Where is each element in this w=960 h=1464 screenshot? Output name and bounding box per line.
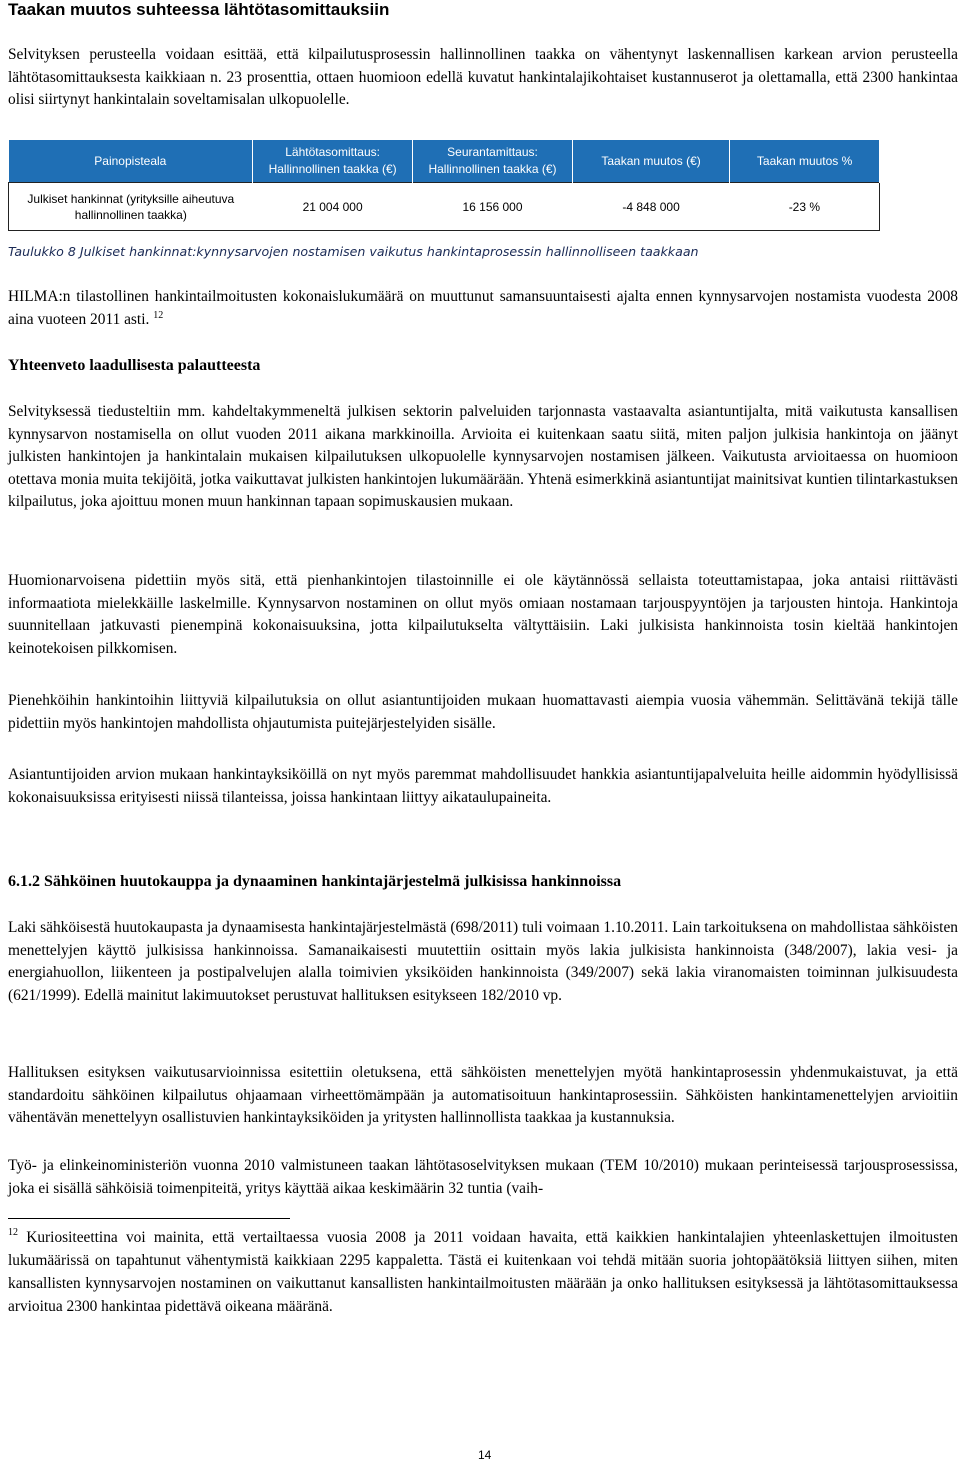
intro-paragraph: Selvityksen perusteella voidaan esittää, että kilpailutusprosessin hallinnollinen taakka on vähentynyt laskennallisen karkean arvion perusteella lähtötasomittauksesta kaikkiaan n. 23 prosenttia, ottaen huomioon edellä kuvatut hankintalajikohtaiset kustannuserot ja olettamalla, että 2300 hankintaa olisi siirtynyt hankintalain soveltamisalan ulkopuolelle.: [8, 46, 958, 109]
change-percent: -23 %: [730, 183, 880, 231]
followup-value: 16 156 000: [413, 183, 573, 231]
summary-heading: Yhteenveto laadullisesta palautteesta: [8, 357, 261, 374]
hilma-paragraph: [8, 286, 958, 331]
subsection-paragraph: Työ- ja elinkeinoministeriön vuonna 2010 valmistuneen taakan lähtötasoselvityksen mukaan (TEM 10/2010) mukaan perinteisessä tarjousprosessissa, joka ei sisällä sähköisiä toimenpiteitä, yritys käyttää aikaa keskimäärin 32 tuntia (vaih-: [8, 1157, 958, 1197]
change-value: -4 848 000: [572, 183, 729, 231]
table-header-cell: Taakan muutos (€): [572, 140, 729, 183]
table-caption: Taulukko 8 Julkiset hankinnat:kynnysarvojen nostamisen vaikutus hankintaprosessin hallinnolliseen taakkaan: [8, 244, 699, 259]
section-title: Taakan muutos suhteessa lähtötasomittauksiin: [8, 0, 390, 19]
summary-paragraph: Asiantuntijoiden arvion mukaan hankintayksiköillä on nyt myös paremmat mahdollisuudet hankkia asiantuntijapalveluita heille aidommin hyödyllisissä kokonaisuuksissa erityisesti niissä tilanteissa, joissa hankintaan liittyy aikataulupaineita.: [8, 766, 958, 806]
summary-paragraph: Pienehköihin hankintoihin liittyviä kilpailutuksia on ollut asiantuntijoiden mukaan huomattavasti aiempia vuosia vähemmän. Selittävänä tekijä tälle pidettiin myös hankintojen mahdollista ohjautumista puitejärjestelyiden sisälle.: [8, 692, 958, 732]
table-header-cell: Painopisteala: [9, 140, 253, 183]
footnote-number: 12: [8, 1227, 18, 1238]
table-header-cell: Seurantamittaus: Hallinnollinen taakka (€): [413, 140, 573, 183]
footnote: [8, 1226, 958, 1318]
subsection-paragraph: Laki sähköisestä huutokaupasta ja dynaamisesta hankintajärjestelmästä (698/2011) tuli voimaan 1.10.2011. Lain tarkoituksena on mahdollistaa sähköisten menettelyjen käyttö julkisissa hankinnoissa. Samanaikaisesti muutettiin osittain myös lakia julkisista hankinnoista (348/2007), lakia vesi- ja energiahuollon, liikenteen ja postipalvelujen alalla toimivien yksiköiden hankinnoista (349/2007) sekä lakia viranomaisten toiminnan julkisuudesta (621/1999). Edellä mainitut lakimuutokset perustuvat hallituksen esitykseen 182/2010 vp.: [8, 919, 958, 1004]
footnote-ref: 12: [153, 309, 164, 321]
subsection-paragraph: Hallituksen esityksen vaikutusarvioinnissa esitettiin oletuksena, että sähköisten menettelyjen myötä hankintaprosessin yhdenmukaistuvat, ja että standardoitu sähköinen kilpailutus ohjaamaan virheettömämpään ja automatisoituun hankintaprosessiin. Sähköisten hankintamenettelyjen arvioitiin vähentävän menettelyyn osallistuvien hankintayksiköiden ja yritysten hallinnollista taakkaa ja kustannuksia.: [8, 1064, 958, 1127]
table-row: [9, 183, 880, 231]
summary-paragraph: Selvityksessä tiedusteltiin mm. kahdeltakymmeneltä julkisen sektorin palveluiden tarjonnasta vastaavalta asiantuntijalta, mitä vaikutusta kansallisen kynnysarvon nostamisella on ollut vuoden 2011 aikana markkinoilla. Arvioita ei kuitenkaan saatu siitä, miten paljon julkisia hankintoja on jäänyt julkisten hankintojen ja hankintalain mukaisen kilpailutuksen ulkopuolelle kynnysarvojen nostamisen jälkeen. Vaikutusta arvioitaessa on huomioon otettava monia muita tekijöitä, jotka vaikuttavat julkisten hankintojen lukumäärään. Yhtenä esimerkkinä asiantuntijat mainitsivat kuntien tilintarkastuksen kilpailutus, joka ajoittuu monen muun hankinnan tapaan sopimuskausien mukaan.: [8, 403, 958, 511]
summary-paragraph: Huomionarvoisena pidettiin myös sitä, että pienhankintojen tilastoinnille ei ole käytännössä sellaista toteuttamistapaa, joka antaisi riittävästi informaatiota mielekkäille laskelmille. Kynnysarvon nostaminen on ollut myös omiaan nostamaan tarjouspyyntöjen ja tarjousten hintoja. Hankintoja suunnitellaan jatkuvasti pienempinä kokonaisuuksina, jotta kilpailutukselta vältyttäisiin. Laki julkisista hankinnoista tosin kieltää hankintojen keinotekoisen pilkkomisen.: [8, 572, 958, 657]
burden-table: [8, 140, 880, 231]
subsection-heading: 6.1.2 Sähköinen huutokauppa ja dynaaminen hankintajärjestelmä julkisissa hankinnoissa: [8, 873, 622, 890]
page-number: 14: [478, 1448, 492, 1462]
baseline-value: 21 004 000: [253, 183, 413, 231]
footnote-divider: [8, 1218, 290, 1219]
table-header-cell: Taakan muutos %: [730, 140, 880, 183]
footnote-text: Kuriositeettina voi mainita, että vertailtaessa vuosia 2008 ja 2011 voidaan havaita, että kaikkien hankintalajien yhteenlaskettujen ilmoitusten lukumäärissä on tapahtunut vähentymistä kaikkiaan 2295 kappaletta. Tästä ei kuitenkaan voi tehdä mitään suoria johtopäätöksiä liittyen siihen, miten kansallisten kynnysarvojen nostaminen on vaikuttanut kansallisten hankintailmoitusten määrään ja onko hallituksen esityksessä ja lähtötasomittauksessa arvioitua 2300 hankintaa pidettävä oikeana määränä.: [8, 1229, 958, 1315]
row-label: Julkiset hankinnat (yrityksille aiheutuva hallinnollinen taakka): [9, 183, 253, 231]
hilma-text: HILMA:n tilastollinen hankintailmoitusten kokonaislukumäärä on muuttunut samansuuntaisesti ajalta ennen kynnysarvojen nostamista vuodesta 2008 aina vuoteen 2011 asti.: [8, 288, 958, 328]
table-header-cell: Lähtötasomittaus: Hallinnollinen taakka (€): [253, 140, 413, 183]
